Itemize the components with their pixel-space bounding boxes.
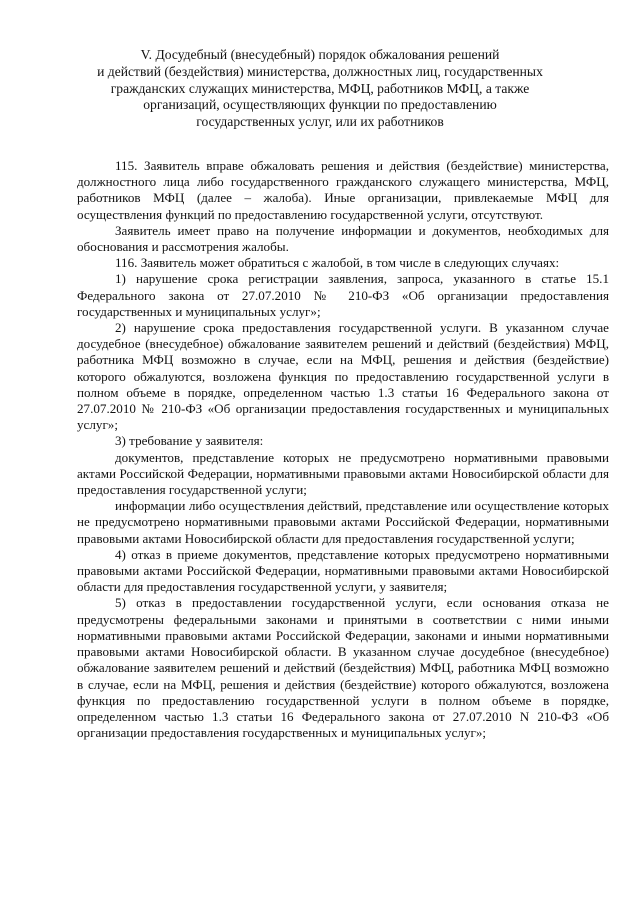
paragraph-116: 116. Заявитель может обратиться с жалобой, в том числе в следующих случаях: <box>115 255 560 271</box>
heading-line-2: и действий (бездействия) министерства, должностных лиц, государственных <box>97 63 543 79</box>
document-body <box>77 158 609 741</box>
section-heading <box>60 47 580 131</box>
paragraph-115: 115. Заявитель вправе обжаловать решения и действия (бездействие) министерства, должностного лица либо государственного гражданского служащего министерства, МФЦ, работников МФЦ (далее – жалоба). Иные организации, привлекаемые МФЦ для осуществления функций по предоставлению государственной услуги, отсутствуют. <box>77 158 609 222</box>
paragraph-case-3-documents: документов, представление которых не предусмотрено нормативными правовыми актами Российской Федерации, нормативными правовыми актами Новосибирской области для предоставления государственной услуги; <box>77 449 609 498</box>
heading-line-4: организаций, осуществляющих функции по предоставлению <box>143 97 497 113</box>
paragraph-case-3: 3) требование у заявителя: <box>115 433 264 449</box>
paragraph-case-2: 2) нарушение срока предоставления государственной услуги. В указанном случае досудебное (внесудебное) обжалование заявителем решений и действий (бездействия) МФЦ, работника МФЦ возможно в случае, если на МФЦ, решения и действия (бездействие) которого обжалуются, возложена функция по предоставлению государственной услуги в полном объеме в порядке, определенном частью 1.3 статьи 16 Федерального закона от 27.07.2010 № 210-ФЗ «Об организации предоставления государственных и муниципальных услуг»; <box>77 320 609 433</box>
heading-line-5: государственных услуг, или их работников <box>196 114 444 130</box>
paragraph-case-5: 5) отказ в предоставлении государственной услуги, если основания отказа не предусмотрены федеральными законами и принятыми в соответствии с ними иными нормативными правовыми актами Российской Федерации, законами и иными нормативными правовыми актами Новосибирской области. В указанном случае досудебное (внесудебное) обжалование заявителем решений и действий (бездействия) МФЦ, работника МФЦ возможно в случае, если на МФЦ, решения и действия (бездействие) которого обжалуются, возложена функция по предоставлению государственной услуги в полном объеме в порядке, определенном частью 1.3 статьи 16 Федерального закона от 27.07.2010 N 210-ФЗ «Об организации предоставления государственных и муниципальных услуг»; <box>77 595 609 741</box>
paragraph-case-3-information: информации либо осуществления действий, представление или осуществление которых не предусмотрено нормативными правовыми актами Российской Федерации, нормативными правовыми актами Новосибирской области для предоставления государственной услуги; <box>77 498 609 546</box>
paragraph-right-to-information: Заявитель имеет право на получение информации и документов, необходимых для обоснования и рассмотрения жалобы. <box>77 222 609 255</box>
paragraph-case-4: 4) отказ в приеме документов, представление которых предусмотрено нормативными правовыми актами Российской Федерации, нормативными правовыми актами Новосибирской области для предоставления государственной услуги, у заявителя; <box>77 546 609 595</box>
paragraph-case-1: 1) нарушение срока регистрации заявления, запроса, указанного в статье 15.1 Федерального закона от 27.07.2010 № 210-ФЗ «Об организации предоставления государственных и муниципальных услуг»; <box>77 271 609 319</box>
heading-line-1: V. Досудебный (внесудебный) порядок обжалования решений <box>140 47 500 62</box>
heading-line-3: гражданских служащих министерства, МФЦ, работников МФЦ, а также <box>110 80 530 96</box>
